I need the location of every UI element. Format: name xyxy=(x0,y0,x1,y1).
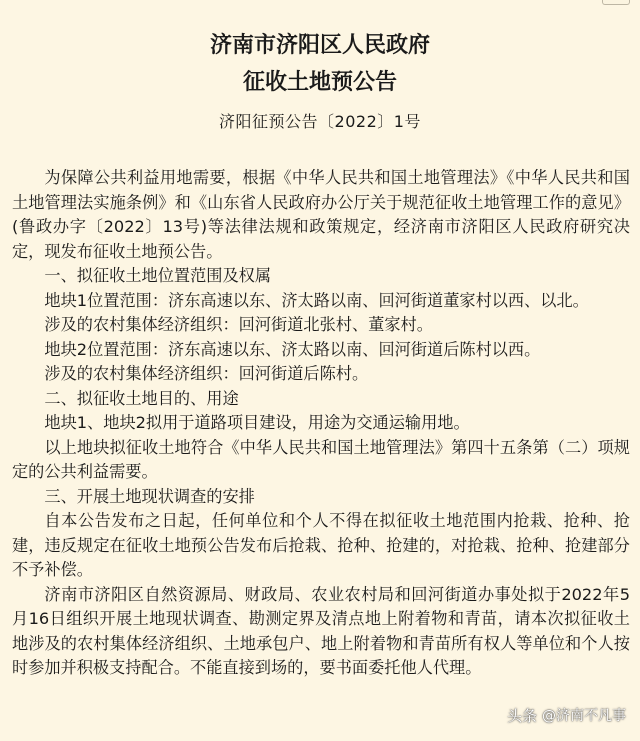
paragraph-prohibition: 自本公告发布之日起，任何单位和个人不得在拟征收土地范围内抢栽、抢种、抢建，违反规定在征收土地预公告发布后抢栽、抢种、抢建的，对抢栽、抢种、抢建部分不予补偿。 xyxy=(12,511,630,579)
paragraph-intro: 为保障公共利益用地需要，根据《中华人民共和国土地管理法》《中华人民共和国土地管理法实施条例》和《山东省人民政府办公厅关于规范征收土地管理工作的意见》(鲁政办字〔2022〕13号)等法律法规和政策规定，经济南市济阳区人民政府研究决定，现发布征收土地预公告。 xyxy=(12,168,630,261)
title-subject: 征收土地预公告 xyxy=(242,69,397,95)
heading-section-3: 三、开展土地现状调查的安排 xyxy=(44,486,255,506)
corner-button[interactable] xyxy=(602,0,630,5)
watermark-author: @济南不凡事 xyxy=(542,708,626,724)
watermark-brand: 头条 xyxy=(506,706,537,725)
paragraph-legal-basis: 以上地块拟征收土地符合《中华人民共和国土地管理法》第四十五条第（二）项规定的公共利益需要。 xyxy=(12,437,630,481)
paragraph-plot2-range: 地块2位置范围：济东高速以东、济太路以南、回河街道后陈村以西。 xyxy=(44,339,541,359)
title-issuer: 济南市济阳区人民政府 xyxy=(209,32,430,58)
paragraph-plot2-collectives: 涉及的农村集体经济组织：回河街道后陈村。 xyxy=(44,364,369,383)
paragraph-survey: 济南市济阳区自然资源局、财政局、农业农村局和回河街道办事处拟于2022年5月16日组织开展土地现状调查、勘测定界及清点地上附着物和青苗，请本次拟征收土地涉及的农村集体经济组织、土地承包户、地上附着物和青苗所有权人等单位和个人按时参加并积极支持配合。不能直接到场的，要书面委托他人代理。 xyxy=(12,584,630,677)
paragraph-purpose: 地块1、地块2拟用于道路项目建设，用途为交通运输用地。 xyxy=(44,413,470,432)
heading-section-2: 二、拟征收土地目的、用途 xyxy=(44,388,239,408)
announcement-body xyxy=(12,166,630,681)
paragraph-plot1-range: 地块1位置范围：济东高速以东、济太路以南、回河街道董家村以西、以北。 xyxy=(44,290,589,310)
paragraph-plot1-collectives: 涉及的农村集体经济组织：回河街道北张村、董家村。 xyxy=(44,315,433,334)
heading-section-1: 一、拟征收土地位置范围及权属 xyxy=(44,266,272,285)
watermark xyxy=(507,704,626,726)
document-number: 济阳征预公告〔2022〕1号 xyxy=(219,112,421,131)
